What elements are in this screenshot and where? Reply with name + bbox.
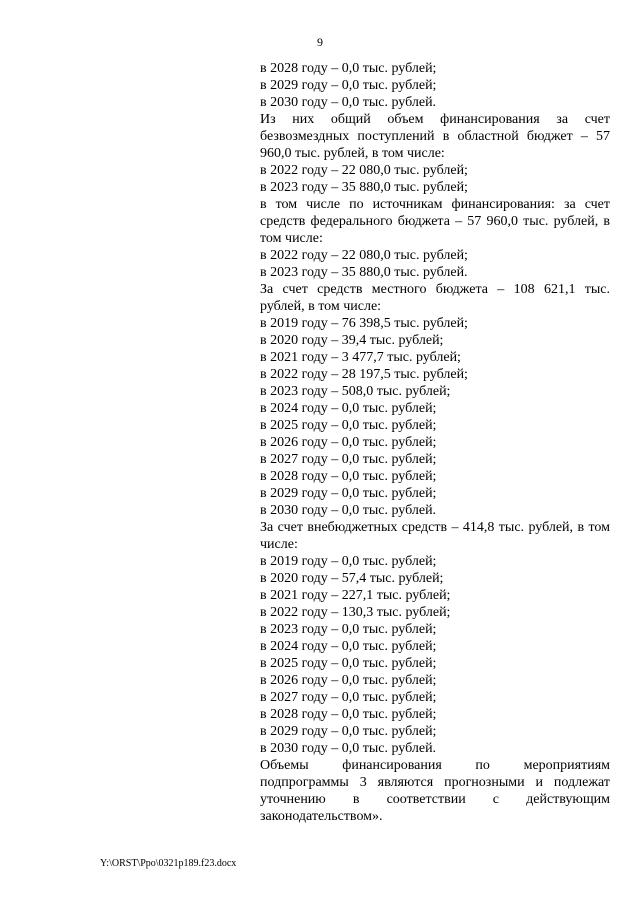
list-item: в 2025 году – 0,0 тыс. рублей; <box>260 418 437 433</box>
list-local-years <box>260 315 610 519</box>
list-item: в 2024 году – 0,0 тыс. рублей; <box>260 401 437 416</box>
paragraph-federal-budget: в том числе по источникам финансирования: за счет средств федерального бюджета – 57 960,0 тыс. рублей, в том числе: <box>260 197 610 246</box>
list-item: в 2029 году – 0,0 тыс. рублей; <box>260 486 437 501</box>
list-item: в 2030 году – 0,0 тыс. рублей. <box>260 95 437 110</box>
list-item: в 2024 году – 0,0 тыс. рублей; <box>260 639 437 654</box>
list-item: в 2030 году – 0,0 тыс. рублей. <box>260 741 437 756</box>
list-item: в 2021 году – 227,1 тыс. рублей; <box>260 588 451 603</box>
list-item: в 2027 году – 0,0 тыс. рублей; <box>260 452 437 467</box>
list-item: в 2019 году – 0,0 тыс. рублей; <box>260 554 437 569</box>
list-item: в 2025 году – 0,0 тыс. рублей; <box>260 656 437 671</box>
list-item: в 2029 году – 0,0 тыс. рублей; <box>260 78 437 93</box>
paragraph-closing-note: Объемы финансирования по мероприятиям подпрограммы 3 являются прогнозными и подлежат уточнению в соответствии с действующим законодательством». <box>260 758 610 824</box>
list-item: в 2026 году – 0,0 тыс. рублей; <box>260 673 437 688</box>
list-item: в 2029 году – 0,0 тыс. рублей; <box>260 724 437 739</box>
list-item: в 2028 году – 0,0 тыс. рублей; <box>260 469 437 484</box>
list-item: в 2028 году – 0,0 тыс. рублей; <box>260 61 437 76</box>
list-item: в 2023 году – 35 880,0 тыс. рублей. <box>260 265 468 280</box>
list-2028-2030-a <box>260 60 610 111</box>
list-gratuitous-years <box>260 162 610 196</box>
list-item: в 2023 году – 35 880,0 тыс. рублей; <box>260 180 468 195</box>
list-item: в 2023 году – 508,0 тыс. рублей; <box>260 384 451 399</box>
list-item: в 2022 году – 130,3 тыс. рублей; <box>260 605 451 620</box>
paragraph-gratuitous-receipts: Из них общий объем финансирования за счет безвозмездных поступлений в областной бюджет – 57 960,0 тыс. рублей, в том числе: <box>260 112 610 161</box>
list-item: в 2022 году – 22 080,0 тыс. рублей; <box>260 163 468 178</box>
list-item: в 2028 году – 0,0 тыс. рублей; <box>260 707 437 722</box>
document-body <box>260 60 610 825</box>
list-item: в 2023 году – 0,0 тыс. рублей; <box>260 622 437 637</box>
paragraph-local-budget: За счет средств местного бюджета – 108 621,1 тыс. рублей, в том числе: <box>260 282 610 314</box>
list-item: в 2022 году – 22 080,0 тыс. рублей; <box>260 248 468 263</box>
list-item: в 2027 году – 0,0 тыс. рублей; <box>260 690 437 705</box>
list-federal-years <box>260 247 610 281</box>
list-item: в 2022 году – 28 197,5 тыс. рублей; <box>260 367 468 382</box>
list-item: в 2021 году – 3 477,7 тыс. рублей; <box>260 350 461 365</box>
list-item: в 2020 году – 39,4 тыс. рублей; <box>260 333 444 348</box>
list-extrabudgetary-years <box>260 553 610 757</box>
list-item: в 2019 году – 76 398,5 тыс. рублей; <box>260 316 468 331</box>
page-number: 9 <box>317 35 323 49</box>
list-item: в 2030 году – 0,0 тыс. рублей. <box>260 503 437 518</box>
list-item: в 2020 году – 57,4 тыс. рублей; <box>260 571 444 586</box>
list-item: в 2026 году – 0,0 тыс. рублей; <box>260 435 437 450</box>
footer-file-path: Y:\ORST\Ppo\0321p189.f23.docx <box>100 858 237 869</box>
paragraph-extrabudgetary: За счет внебюджетных средств – 414,8 тыс. рублей, в том числе: <box>260 520 610 552</box>
